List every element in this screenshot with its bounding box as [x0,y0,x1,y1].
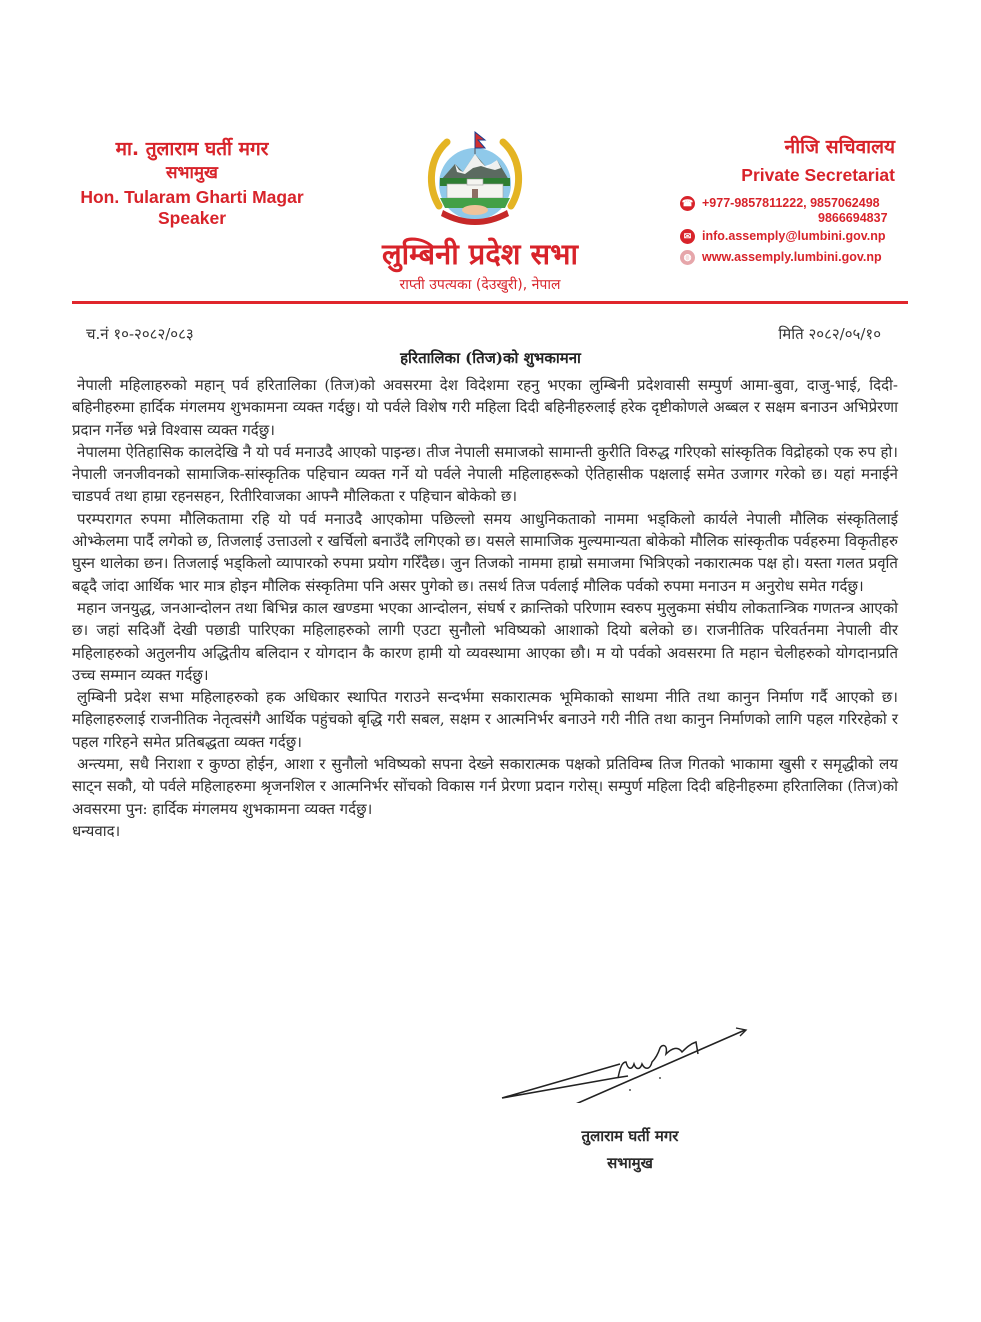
email-link[interactable]: info.assemply@lumbini.gov.np [702,229,886,243]
phone-numbers[interactable]: +977-9857811222, 9857062498 [702,196,880,210]
signatory-title: सभामुख [607,1154,653,1172]
assembly-title: लुम्बिनी प्रदेश सभा [381,237,579,271]
paragraph: अन्त्यमा, सधै निराशा र कुण्ठा होईन, आशा र सुनौलो भविष्यको सपना देख्ने सकारात्मक पक्षको प्रतिविम्ब तिज गितको भाकामा खुसी र समृद्धीको लय साट्न सकौ, यो पर्वले महिलाहरुमा श्रृजनशिल र आत्मनिर्भर सोंचको विकास गर्न प्रेरणा प्रदान गरोस्। सम्पुर्ण महिला दिदी बहिनीहरुमा हरितालिका (तिज)को अवसरमा पुन: हार्दिक मंगलमय शुभकामना व्यक्त गर्दछु। [72,755,898,818]
handwritten-signature [500,1018,750,1103]
office-name-ne: नीजि सचिवालय [784,136,895,158]
mail-icon: ✉ [680,229,695,244]
paragraph: लुम्बिनी प्रदेश सभा महिलाहरुको हक अधिकार स्थापित गराउने सन्दर्भमा सकारात्मक भूमिकाको साथमा नीति तथा कानुन निर्माण गर्दै आएको छ। महिलाहरुलाई राजनीतिक नेतृत्वसंगै आर्थिक पहुंचको बृद्धि गरी सबल, सक्षम र आत्मनिर्भर बनाउने गरी नीति तथा कानुन निर्माणको लागि पहल गरिरहेको र पहल गरिहने समेत प्रतिबद्धता व्यक्त गर्दछु। [72,688,898,751]
letter-date: मिति २०८२/०५/१० [778,325,881,343]
speaker-name-en: Hon. Tularam Gharti Magar [80,187,304,207]
secretariat-block [635,134,895,187]
speaker-title-en: Speaker [157,208,227,228]
speaker-name-ne: मा. तुलाराम घर्ती मगर [115,138,269,160]
paragraph: परम्परागत रुपमा मौलिकतामा रहि यो पर्व मनाउदै आएकोमा पछिल्लो समय आधुनिकताको नाममा भड्किलो कार्यले नेपाली मौलिक संस्कृतिलाई ओभ्केलमा पार्दै लगेको छ, तिजलाई उत्ताउलो र खर्चिलो बनाउँदै लगिएको छ। यसले सामाजिक मुल्यमान्यता बोकेको मौलिक सांस्कृतीक पर्वहरुमा विकृतीहरु घुस्न थालेका छन। तिजलाई भड्किलो व्यापारको रुपमा प्रयोग गरिँदैछ। जुन तिजको नाममा हाम्रो समाजमा भित्रिएको नकारात्मक पक्ष हो। यस्ता गलत प्रवृति बढ्दै जांदा आर्थिक भार मात्र होइन मौलिक संस्कृतिमा पनि असर पुगेको छ। तसर्थ तिज पर्वलाई मौलिक पर्वको रुपमा मनाउन म अनुरोध समेत गर्दछु। [72,509,898,595]
closing-thanks: धन्यवाद। [72,821,121,840]
phone-number-extra[interactable]: 9866694837 [818,211,888,225]
header-divider [72,301,908,304]
phone-icon: ☎ [680,196,695,211]
letter-subject: हरितालिका (तिज)को शुभकामना [400,349,581,367]
signatory-name: तुलाराम घर्ती मगर [581,1127,679,1145]
globe-icon: ◍ [680,250,695,265]
lumbini-province-emblem-icon [425,128,525,232]
office-name-en: Private Secretariat [741,165,895,185]
paragraph: महान जनयुद्ध, जनआन्दोलन तथा बिभिन्न काल खण्डमा भएका आन्दोलन, संघर्ष र क्रान्तिको परिणाम स्वरुप मुलुकमा संघीय लोकतान्त्रिक गणतन्त्र आएको छ। जहां सदिऔं देखी पछाडी पारिएका महिलाहरुको लागी एउटा सुनौलो भविष्यको आशाको दियो बलेको छ। राजनीतिक परिवर्तनमा नेपाली वीर महिलाहरुको अतुलनीय अद्धितीय बलिदान र योगदान कै कारण हामी यो व्यवस्थामा आएका छौ। म यो पर्वको अवसरमा ति महान चेलीहरुको योगदानप्रति उच्च सम्मान व्यक्त गर्दछु। [72,598,898,684]
paragraph: नेपालमा ऐतिहासिक कालदेखि नै यो पर्व मनाउदै आएको पाइन्छ। तीज नेपाली समाजको सामान्ती कुरीति विरुद्ध गरिएको सांस्कृतिक विद्रोहको एक रुप हो। नेपाली जनजीवनको सामाजिक-सांस्कृतिक पहिचान व्यक्त गर्ने यो पर्वले नेपाली महिलाहरूको ऐतिहासीक पक्षलाई समेत उजागर गरेको छ। यहां मनाईने चाडपर्व तथा हाम्रा रहनसहन, रितीरिवाजका आफ्नै मौलिकता र पहिचान बोकेको छ। [72,442,898,506]
reference-number: च.नं १०-२०८२/०८३ [86,325,194,343]
website-link[interactable]: www.assemply.lumbini.gov.np [702,250,882,264]
assembly-location: राप्ती उपत्यका (देउखुरी), नेपाल [399,277,561,293]
speaker-title-ne: सभामुख [166,163,218,183]
letter-body [72,374,898,842]
paragraph: नेपाली महिलाहरुको महान् पर्व हरितालिका (तिज)को अवसरमा देश विदेशमा रहनु भएका लुम्बिनी प्रदेशवासी सम्पुर्ण आमा-बुवा, दाजु-भाई, दिदी- बहिनीहरुमा हार्दिक मंगलमय शुभकामना व्यक्त गर्दछु। यो पर्वले विशेष गरी महिला दिदी बहिनीहरुलाई हरेक दृष्टीकोणले अब्बल र सक्षम बनाउन अभिप्रेरणा प्रदान गर्नेछ भन्ने विश्वास व्यक्त गर्दछु। [72,376,898,439]
speaker-block [62,136,322,229]
